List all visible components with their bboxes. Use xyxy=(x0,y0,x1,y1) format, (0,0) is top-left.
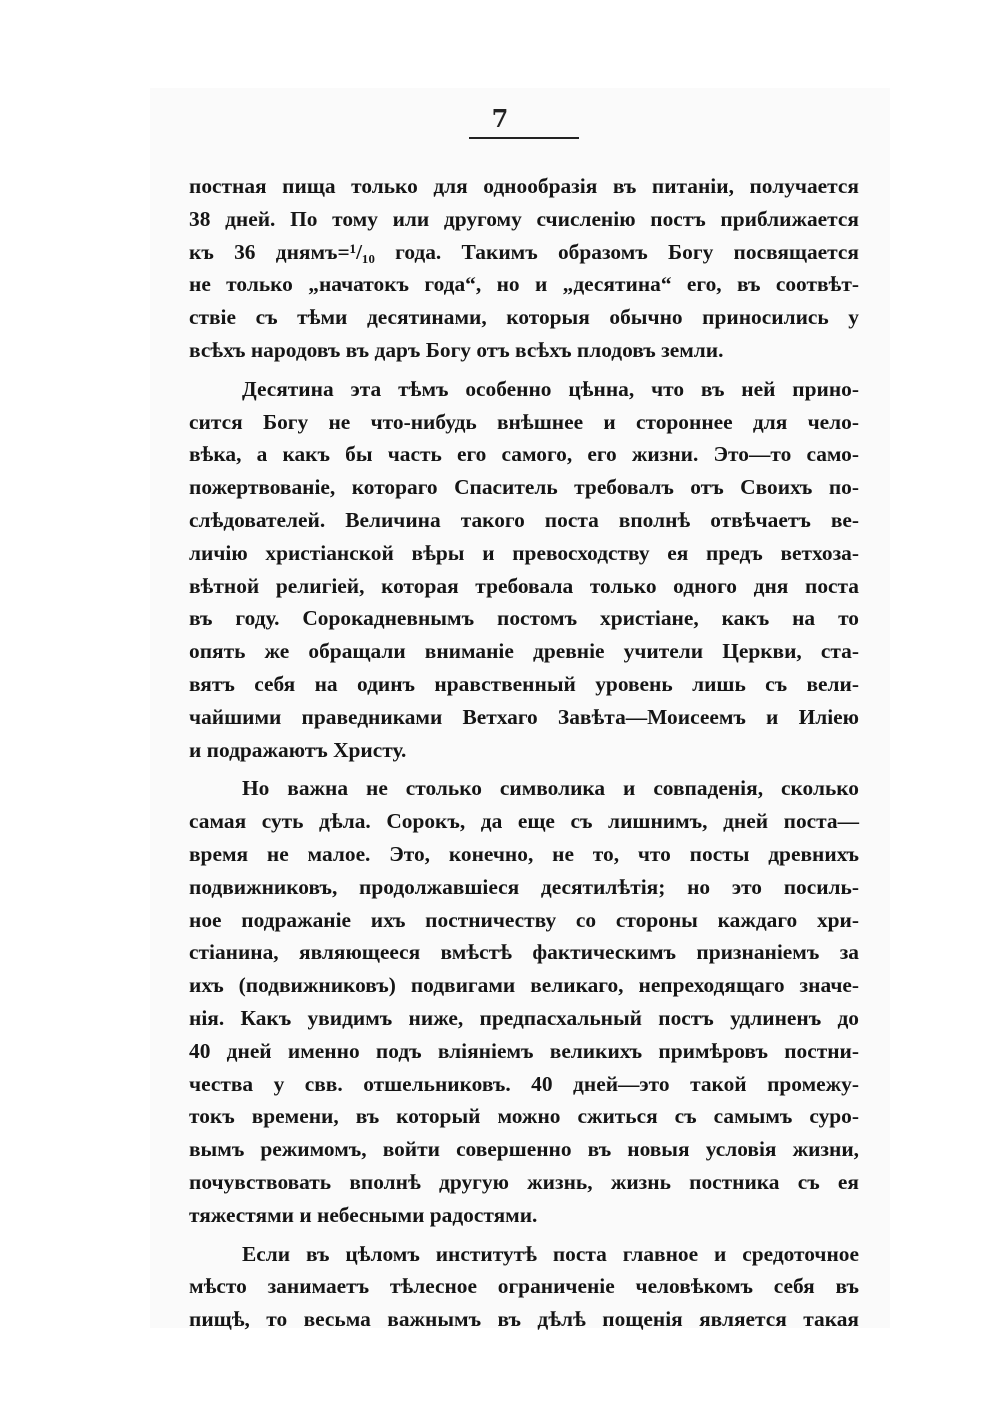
text-line: почувствовать вполнѣ другую жизнь, жизнь постника съ ея xyxy=(189,1169,859,1194)
text-line: ное подражаніе ихъ постничеству со стороны каждаго хри- xyxy=(189,907,859,932)
text-line: сится Богу не что-нибудь внѣшнее и стороннее для чело- xyxy=(189,409,859,434)
header-rule xyxy=(469,137,579,139)
text-line: пожертвованіе, котораго Спаситель требовалъ отъ Своихъ по- xyxy=(189,475,859,500)
text-line: вѣка, а какъ бы часть его самого, его жизни. Это—то само- xyxy=(189,442,859,467)
text-line: постная пища только для однообразія въ питаніи, получается xyxy=(189,174,859,198)
text-line: всѣхъ народовъ въ даръ Богу отъ всѣхъ плодовъ земли. xyxy=(189,337,724,362)
text-line: чайшими праведниками Ветхаго Завѣта—Моисеемъ и Иліею xyxy=(189,704,859,729)
text-line: въ году. Сорокадневнымъ постомъ христіане, какъ на то xyxy=(189,606,859,631)
text-line: ствіе съ тѣми десятинами, которыя обычно приносились у xyxy=(189,305,859,330)
text-line: вымъ режимомъ, войти совершенно въ новыя условія жизни, xyxy=(189,1137,859,1162)
text-line: токъ времени, въ который можно сжиться съ самымъ суро- xyxy=(189,1104,859,1129)
text-line: стіанина, являющееся вмѣстѣ фактическимъ признаніемъ за xyxy=(189,940,859,965)
text-line: личію христіанской вѣры и превосходству ея предъ ветхоза- xyxy=(189,540,859,565)
paragraph-2 xyxy=(189,373,859,767)
text-line: Если въ цѣломъ институтѣ поста главное и средоточное xyxy=(242,1241,859,1266)
text-line: нія. Какъ увидимъ ниже, предпасхальный постъ удлиненъ до xyxy=(189,1005,859,1030)
text-line: тяжестями и небесными радостями. xyxy=(189,1202,538,1227)
text-line: вятъ себя на одинъ нравственный уровень лишь съ вели- xyxy=(189,671,859,696)
page-number: 7 xyxy=(491,104,509,133)
text-line: ихъ (подвижниковъ) подвигами великаго, непреходящаго значе- xyxy=(189,973,859,998)
paragraph-1 xyxy=(189,170,859,367)
body-text xyxy=(189,170,859,1336)
paragraph-4 xyxy=(189,1238,859,1336)
text-line: Десятина эта тѣмъ особенно цѣнна, что въ ней прино- xyxy=(242,376,859,401)
text-line: и подражаютъ Христу. xyxy=(189,737,407,762)
text-line: 38 дней. По тому или другому счисленію постъ приближается xyxy=(189,206,859,231)
text-line: не только „начатокъ года“, но и „десятина“ его, въ соотвѣт- xyxy=(189,272,859,297)
text-line: къ 36 днямъ=¹/₁₀ года. Такимъ образомъ Богу посвящается xyxy=(189,239,859,264)
text-line: 40 дней именно подъ вліяніемъ великихъ примѣровъ постни- xyxy=(189,1038,859,1063)
text-line: самая суть дѣла. Сорокъ, да еще съ лишнимъ, дней поста— xyxy=(189,809,859,834)
text-line: слѣдователей. Величина такого поста вполнѣ отвѣчаетъ ве- xyxy=(189,507,859,532)
text-line: пищѣ, то весьма важнымъ въ дѣлѣ пощенія является такая xyxy=(189,1307,859,1332)
text-line: опять же обращали вниманіе древніе учители Церкви, ста- xyxy=(189,639,859,664)
text-line: подвижниковъ, продолжавшіеся десятилѣтія; но это посиль- xyxy=(189,874,859,899)
text-line: время не малое. Это, конечно, не то, что посты древнихъ xyxy=(189,841,859,866)
text-line: вѣтной религіей, которая требовала только одного дня поста xyxy=(189,573,859,598)
text-line: Но важна не столько символика и совпаденія, сколько xyxy=(242,776,859,801)
text-line: чества у свв. отшельниковъ. 40 дней—это такой промежу- xyxy=(189,1071,859,1096)
text-line: мѣсто занимаетъ тѣлесное ограниченіе человѣкомъ себя въ xyxy=(189,1274,859,1299)
paragraph-3 xyxy=(189,772,859,1231)
